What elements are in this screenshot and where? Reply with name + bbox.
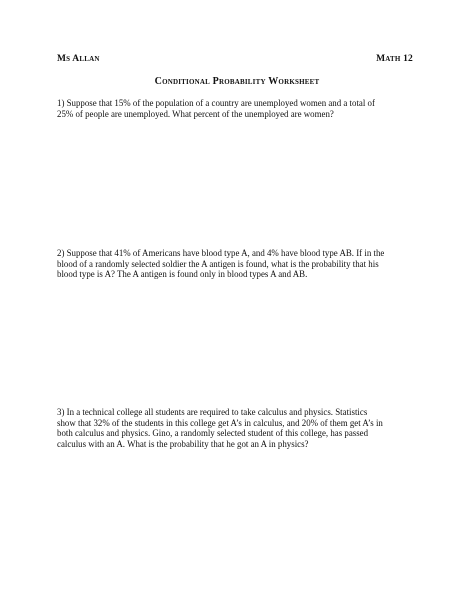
- question-3-line-3: both calculus and physics. Gino, a randomly selected student of this college, has passed: [57, 428, 369, 439]
- course-name: Math 12: [376, 54, 413, 64]
- question-2-line-2: blood of a randomly selected soldier the A antigen is found, what is the probability that his: [57, 258, 379, 269]
- question-2-line-1: 2) Suppose that 41% of Americans have blood type A, and 4% have blood type AB. If in the: [57, 248, 385, 258]
- worksheet-title: Conditional Probability Worksheet: [154, 76, 320, 87]
- question-1-line-2: 25% of people are unemployed. What percent of the unemployed are women?: [57, 108, 334, 119]
- question-3-line-1: 3) In a technical college all students are required to take calculus and physics. Statistics: [57, 407, 368, 417]
- teacher-name: Ms Allan: [57, 54, 100, 64]
- question-2-line-3: blood type is A? The A antigen is found only in blood types A and AB.: [57, 269, 308, 280]
- question-3-line-2: show that 32% of the students in this college get A’s in calculus, and 20% of them get A’s in: [57, 417, 383, 428]
- question-1: [57, 98, 419, 119]
- question-3-line-4: calculus with an A. What is the probability that he got an A in physics?: [57, 438, 309, 449]
- question-2: [57, 248, 419, 280]
- question-1-line-1: 1) Suppose that 15% of the population of a country are unemployed women and a total of: [57, 98, 375, 108]
- question-3: [57, 407, 419, 449]
